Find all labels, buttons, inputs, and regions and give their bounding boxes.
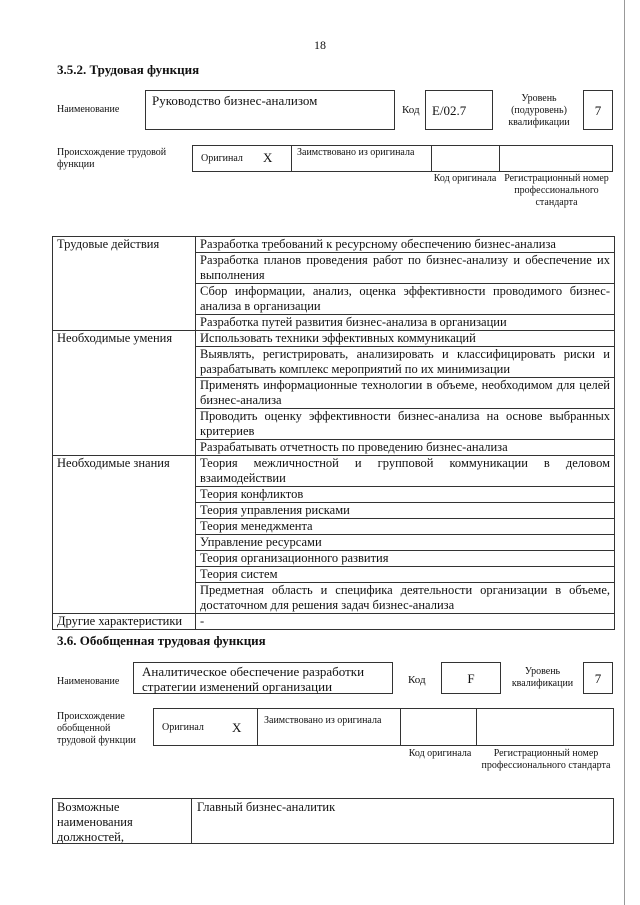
positions-table [52,798,614,844]
divider [291,145,292,172]
list-item: Использовать техники эффективных коммуникаций [196,331,615,347]
divider [431,145,432,172]
section-heading-3-6: 3.6. Обобщенная трудовая функция [57,633,266,648]
level-value: 7 [594,671,602,686]
reg-number-label: Регистрационный номер профессионального стандарта [504,173,609,208]
generalized-function-name-box [133,662,393,694]
list-item: Предметная область и специфика деятельности организации в объеме, достаточном для решения задач бизнес-анализа [196,583,615,614]
borrowed-label: Заимствовано из оригинала [264,715,382,726]
page-number: 18 [314,38,326,52]
list-item: Разработка требований к ресурсному обеспечению бизнес-анализа [196,237,615,253]
row-label-actions: Трудовые действия [53,237,196,331]
name-label: Наименование [57,104,120,115]
divider [499,145,500,172]
table-row [53,237,615,253]
positions-label: Возможные наименования должностей, [57,800,133,844]
list-item: Теория конфликтов [196,487,615,503]
reg-number-label: Регистрационный номер профессионального стандарта [481,748,611,771]
list-item: Сбор информации, анализ, оценка эффективности проводимого бизнес-анализа в организации [196,284,615,315]
borrowed-label: Заимствовано из оригинала [297,147,415,158]
list-item: Теория управления рисками [196,503,615,519]
section-heading-3-5-2: 3.5.2. Трудовая функция [57,62,200,77]
page-edge-line [624,0,625,905]
name-label: Наименование [57,676,120,687]
list-item: Разработка путей развития бизнес-анализа в организации [196,315,615,331]
origin-label: Происхождение обобщенной трудовой функции [57,711,136,746]
function-details-table [52,236,615,630]
list-item: Теория систем [196,567,615,583]
positions-value: Главный бизнес-аналитик [197,800,336,814]
level-label: Уровень (подуровень) квалификации [508,93,570,128]
table-row [53,331,615,347]
list-item: Разрабатывать отчетность по проведению бизнес-анализа [196,440,615,456]
list-item: Теория организационного развития [196,551,615,567]
list-item: Выявлять, регистрировать, анализировать и классифицировать риски и разрабатывать комплекс мероприятий по их минимизации [196,347,615,378]
list-item: Разработка планов проведения работ по бизнес-анализу и обеспечение их выполнения [196,253,615,284]
function-name-box [145,90,395,130]
original-mark: X [263,150,273,165]
divider [191,798,192,844]
origin-box [192,145,613,172]
list-item: Применять информационные технологии в объеме, необходимом для целей бизнес-анализа [196,378,615,409]
table-row [53,456,615,487]
original-label: Оригинал [162,722,204,733]
divider [400,708,401,746]
function-name-value: Руководство бизнес-анализом [152,93,318,108]
level-value: 7 [594,103,602,118]
code-box [425,90,493,130]
list-item: Теория межличностной и групповой коммуникации в деловом взаимодействии [196,456,615,487]
code-original-label: Код оригинала [408,748,472,759]
origin-box [153,708,614,746]
list-item: Теория менеджмента [196,519,615,535]
level-box [583,90,613,130]
row-label-knowledge: Необходимые знания [53,456,196,614]
list-item: - [196,614,615,630]
origin-label: Происхождение трудовой функции [57,147,167,170]
code-original-label: Код оригинала [433,173,497,184]
divider [476,708,477,746]
original-mark: X [232,720,242,735]
level-box [583,662,613,694]
divider [257,708,258,746]
row-label-skills: Необходимые умения [53,331,196,456]
row-label-other: Другие характеристики [53,614,196,630]
code-value: E/02.7 [432,103,467,118]
code-box [441,662,501,694]
generalized-function-name-value: Аналитическое обеспечение разработки стратегии изменений организации [142,664,365,694]
code-label: Код [402,104,420,116]
list-item: Управление ресурсами [196,535,615,551]
table-row [53,614,615,630]
code-label: Код [408,674,426,686]
list-item: Проводить оценку эффективности бизнес-анализа на основе выбранных критериев [196,409,615,440]
code-value: F [467,671,475,686]
level-label: Уровень квалификации [511,666,574,689]
original-label: Оригинал [201,153,243,164]
